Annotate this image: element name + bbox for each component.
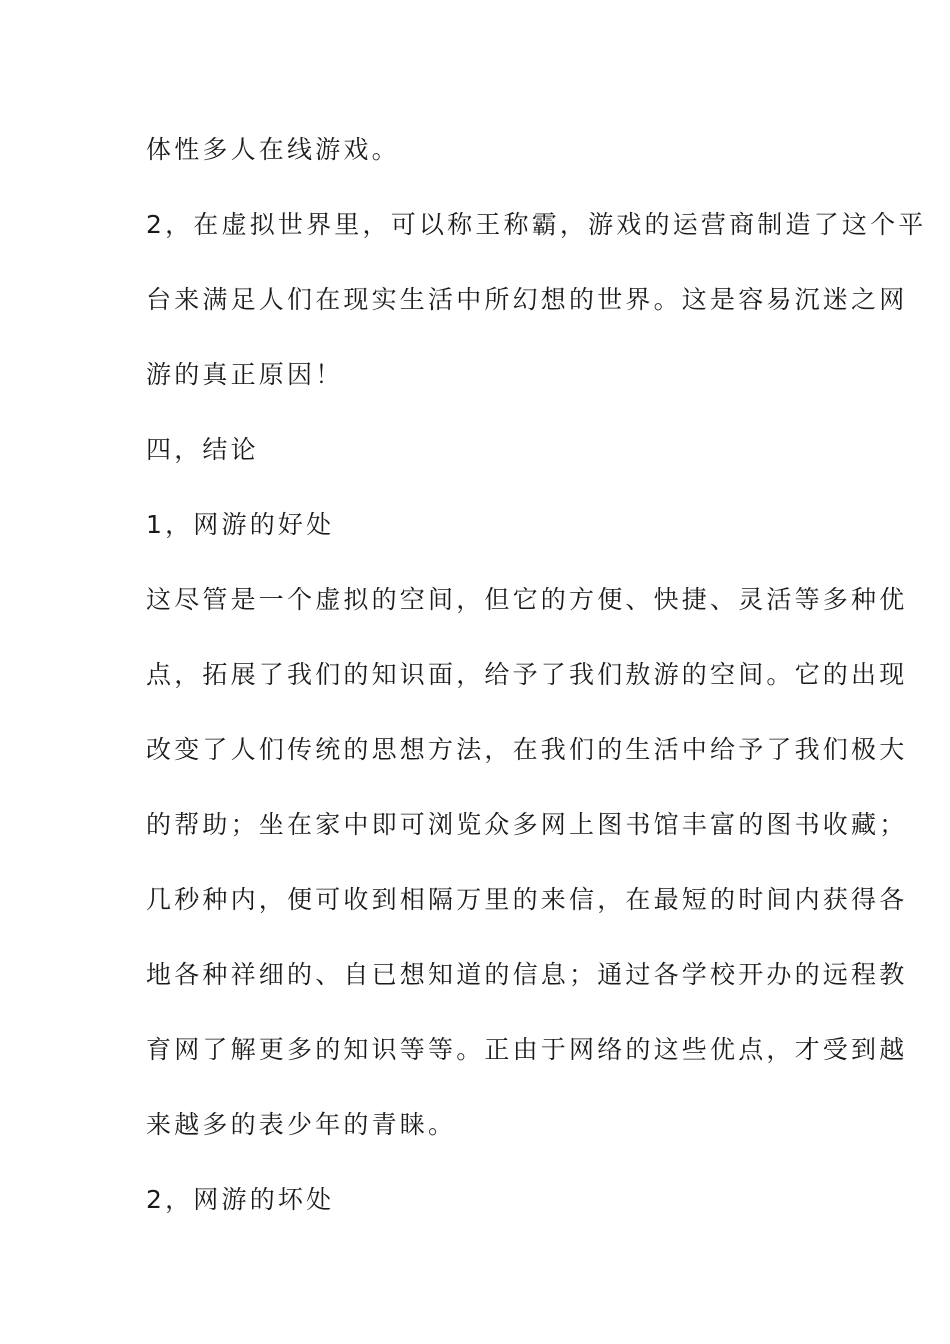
text-line: 育网了解更多的知识等等。正由于网络的这些优点，才受到越 — [146, 1035, 908, 1064]
subsection-heading: 2，网游的坏处 — [146, 1185, 335, 1214]
text-line: 台来满足人们在现实生活中所幻想的世界。这是容易沉迷之网 — [146, 285, 908, 314]
text-line: 2，在虚拟世界里，可以称王称霸，游戏的运营商制造了这个平 — [146, 210, 927, 239]
text-line: 点，拓展了我们的知识面，给予了我们敖游的空间。它的出现 — [146, 660, 908, 689]
text-line: 这尽管是一个虚拟的空间，但它的方便、快捷、灵活等多种优 — [146, 585, 908, 614]
text-line: 游的真正原因！ — [146, 360, 344, 389]
text-line: 的帮助；坐在家中即可浏览众多网上图书馆丰富的图书收藏； — [146, 810, 908, 839]
text-line: 来越多的表少年的青睐。 — [146, 1110, 457, 1139]
text-line: 几秒种内，便可收到相隔万里的来信，在最短的时间内获得各 — [146, 885, 908, 914]
text-line: 改变了人们传统的思想方法，在我们的生活中给予了我们极大 — [146, 735, 908, 764]
subsection-heading: 1，网游的好处 — [146, 510, 335, 539]
text-line: 地各种祥细的、自已想知道的信息；通过各学校开办的远程教 — [146, 960, 908, 989]
section-heading: 四，结论 — [146, 435, 259, 464]
text-line: 体性多人在线游戏。 — [146, 135, 400, 164]
